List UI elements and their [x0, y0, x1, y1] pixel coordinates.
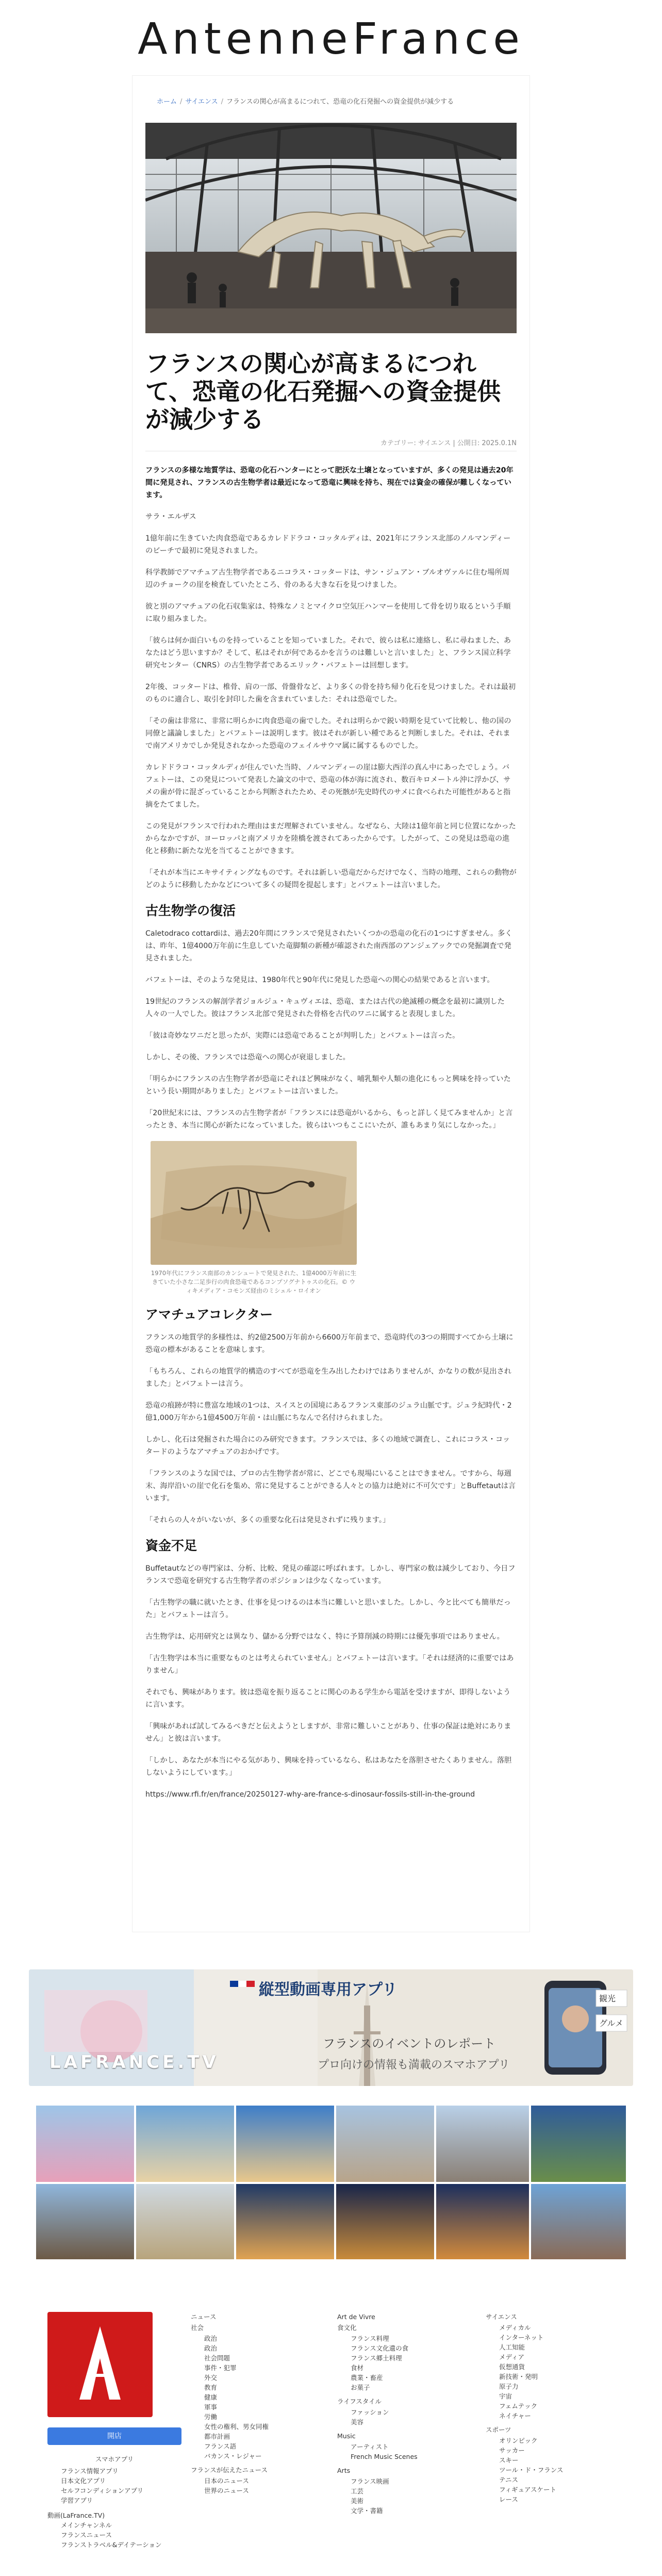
footer-link[interactable]: バカンス・レジャー [204, 2452, 262, 2460]
footer-heading[interactable]: フランスが伝えたニュース [191, 2466, 268, 2474]
footer-link[interactable]: 仮想通貨 [499, 2363, 525, 2371]
paragraph: サラ・エルザス [145, 513, 196, 521]
footer-link[interactable]: フランス語 [204, 2442, 237, 2450]
footer-heading[interactable]: スポーツ [486, 2426, 511, 2434]
footer-link[interactable]: 原子力 [499, 2383, 519, 2390]
breadcrumb-home-link[interactable]: ホーム [157, 98, 177, 106]
footer-link[interactable]: テニス [499, 2476, 519, 2484]
footer-link[interactable]: アーティスト [351, 2443, 389, 2451]
paragraph: 古生物学は、応用研究とは異なり、儲かる分野ではなく、特に予算削減の時期には優先事項ではありません。 [145, 1633, 504, 1641]
footer-link[interactable]: フランス映画 [351, 2477, 389, 2485]
banner-tag-gourmet: グルメ [599, 2018, 624, 2028]
paragraph: 「その歯は非常に、非常に明らかに肉食恐竜の歯でした。それは明らかで鋭い時期を見ていて比較し、他の国の同僚と議論しました」とバフェトーは説明します。彼はそれが新しい種であると判断しました。それは、それまで南アメリカでしか発見されなかった恐竜のフェイルサウマ属に属するものでした。 [145, 717, 511, 750]
footer-link[interactable]: メディア [499, 2353, 525, 2361]
footer-link[interactable]: フィギュアスケート [499, 2486, 557, 2493]
footer-heading[interactable]: Arts [337, 2467, 351, 2474]
footer-link[interactable]: レース [499, 2496, 518, 2503]
footer-link[interactable]: 健康 [204, 2393, 218, 2401]
footer-link[interactable]: 学習アプリ [61, 2497, 93, 2504]
figure-caption: 1970年代にフランス南部のカンシュートで発見された、1億4000万年前に生きていた小さな二足歩行の肉食恐竜であるコンプソグナトゥスの化石。© ウィキメディア・コモンズ経由のミシェル・ロイオン [151, 1269, 357, 1294]
footer-heading[interactable]: サイエンス [486, 2313, 517, 2321]
article-body [145, 464, 517, 1810]
paragraph: 「古生物学の職に就いたとき、仕事を見つけるのは本当に難しいと思いました。しかし、今と比べても簡単だった」とバフェトーは言う。 [145, 1599, 511, 1619]
hero-image-museum [145, 123, 517, 333]
footer-link[interactable]: 社会問題 [204, 2354, 230, 2362]
paragraph: Buffetautなどの専門家は、分析、比較、発見の確認に呼ばれます。しかし、専門家の数は減少しており、今日フランスで恐竜を研究する古生物学者のポジションは少なくなっています。 [145, 1564, 516, 1585]
footer-app-button[interactable]: 開店 [47, 2427, 181, 2445]
paragraph: 「古生物学は本当に重要なものとは考えられていません」とバフェトーは言います。「それは経済的に重要ではありません」 [145, 1654, 514, 1675]
app-promo-banner[interactable] [29, 1969, 633, 2086]
footer-link[interactable]: 文学・書籍 [351, 2507, 383, 2515]
gallery-photo[interactable] [236, 2184, 334, 2259]
paragraph: 「彼らは何か面白いものを持っていることを知っていました。それで、彼らは私に連絡し、私に尋ねました、あなたはどう思いますか？そして、私はそれが何であるかを言うのは難しいと言いました」と、フランス国立科学研究センター（CNRS）の古生物学者であるエリック・バフェトーは回想します。 [145, 637, 511, 670]
footer-heading[interactable]: ライフスタイル [337, 2398, 382, 2405]
footer-heading: 動画(LaFrance.TV) [47, 2512, 105, 2519]
footer-link[interactable]: 新技術・発明 [499, 2373, 538, 2381]
footer-link[interactable]: メディカル [499, 2324, 531, 2332]
paragraph: 2年後、コッタードは、椎骨、肩の一部、骨盤骨など、より多くの骨を持ち帰り化石を見つけました。それは最初のものに適合し、取引を封印した歯を含まれていました：それは恐竜でした。 [145, 683, 516, 704]
banner-tagline-1: フランスのイベントのレポート [323, 2036, 496, 2051]
gallery-photo[interactable] [531, 2184, 626, 2259]
footer-col-news [191, 2312, 330, 2500]
footer-link[interactable]: フェムテック [499, 2402, 538, 2410]
footer-heading: スマホアプリ [95, 2455, 134, 2463]
breadcrumb-separator: / [221, 98, 223, 106]
article-lead: フランスの多様な地質学は、恐竜の化石ハンターにとって肥沃な土壌となっていますが、多くの発見は過去20年間に発見され、フランスの古生物学者は最近になって恐竜に興味を持ち、現在では資金の確保が難しくなっています。 [145, 466, 514, 499]
footer-link[interactable]: 日本のニュース [204, 2477, 249, 2485]
footer-link[interactable]: メインチャンネル [61, 2521, 112, 2529]
paragraph: 「20世紀末には、フランスの古生物学者が「フランスには恐竜がいるから、もっと詳しく見てみませんか」と言ったとき、本当に関心が新たになっていました。彼らはいつもここにいたが、誰もあまり気にしなかった。」 [145, 1109, 513, 1130]
breadcrumb-separator: / [180, 98, 183, 106]
footer-link[interactable]: お菓子 [351, 2384, 370, 2391]
site-footer [41, 2302, 621, 2570]
fossil-image [151, 1141, 357, 1265]
footer-link[interactable]: ファッション [351, 2408, 389, 2416]
footer-link[interactable]: 世界のニュース [204, 2487, 249, 2495]
footer-link[interactable]: ネイチャー [499, 2412, 531, 2420]
paragraph: 「興味があれば試してみるべきだと伝えようとしますが、非常に難しいことがあり、仕事の保証は絶対にありません」と彼は言います。 [145, 1722, 511, 1743]
footer-link[interactable]: 日本文化アプリ [61, 2477, 106, 2485]
footer-link[interactable]: 美容 [351, 2418, 364, 2426]
paragraph: 「それが本当にエキサイティングなものです。それは新しい恐竜だからだけでなく、当時の地理、これらの動物がどのように移動したかなどについて多くの疑問を提起します」とバフェトーは言いました。 [145, 869, 517, 889]
breadcrumb-science-link[interactable]: サイエンス [185, 98, 218, 106]
gallery-photo[interactable] [436, 2184, 529, 2259]
breadcrumb-current: フランスの関心が高まるにつれて、恐竜の化石発掘への資金提供が減少する [226, 98, 454, 106]
footer-heading[interactable]: ニュース [191, 2313, 217, 2321]
article-title: フランスの関心が高まるにつれて、恐竜の化石発掘への資金提供が減少する [145, 350, 501, 433]
section-heading-funding: 資金不足 [145, 1538, 197, 1553]
paragraph: 科学教師でアマチュア古生物学者であるニコラス・コッタードは、サン・ジュアン・ブルオヴァルに住む場所周辺のチョークの崖を検査していたところ、骨のある大きな石を見つけました。 [145, 568, 509, 589]
footer-link[interactable]: 軍事 [204, 2403, 218, 2411]
footer-link[interactable]: フランスニュース [61, 2531, 112, 2539]
gallery-photo[interactable] [236, 2106, 334, 2182]
footer-link[interactable]: ツール・ド・フランス [499, 2466, 564, 2474]
paragraph: 彼と別のアマチュアの化石収集家は、特殊なノミとマイクロ空気圧ハンマーを使用して骨を切り取るという手順に取り組みました。 [145, 602, 511, 623]
footer-apps [47, 2454, 181, 2555]
footer-link[interactable]: 美術 [351, 2497, 364, 2505]
footer-link[interactable]: インターネット [499, 2334, 544, 2341]
footer-link[interactable]: 教育 [204, 2384, 218, 2391]
gallery-photo[interactable] [336, 2106, 434, 2182]
footer-link[interactable]: 宇宙 [499, 2392, 512, 2400]
banner-tag-sightseeing: 観光 [599, 1994, 616, 2003]
gallery-photo[interactable] [36, 2106, 134, 2182]
footer-link[interactable]: 農業・畜産 [351, 2374, 383, 2382]
footer-link[interactable]: 人工知能 [499, 2343, 525, 2351]
paragraph: 19世紀のフランスの解剖学者ジョルジュ・キュヴィエは、恐竜、または古代の絶滅種の概念を最初に識別した人々の一人でした。彼はフランス北部で発見された骨格を古代のワニに属すると表現しました。 [145, 998, 505, 1018]
gallery-photo[interactable] [336, 2184, 434, 2259]
paragraph: カレドドラコ・コッタルディが住んでいた当時、ノルマンディーの崖は膨大西洋の真ん中にあったでしょう。バフェトーは、この発見について発表した論文の中で、恐竜の体が海に流され、数百キロメートル沖に浮かび、サメの歯が骨に混ざっていることから判断されたため、その死骸が先史時代のサメに食べられた可能性があると指摘をたてました。 [145, 763, 511, 809]
photo-gallery [36, 2106, 626, 2259]
footer-heading[interactable]: Art de Vivre [337, 2313, 375, 2321]
banner-tagline-2: プロ向けの情報も満載のスマホアプリ [318, 2059, 510, 2072]
footer-heading[interactable]: 社会 [191, 2324, 204, 2332]
paragraph: しかし、化石は発掘された場合にのみ研究できます。フランスでは、多くの地域で調査し、これにコラス・コッタードのようなアマチュアのおかげです。 [145, 1436, 510, 1456]
gallery-photo[interactable] [436, 2106, 529, 2182]
banner-brand: LAFRANCE.TV [49, 2052, 219, 2073]
gallery-photo[interactable] [136, 2106, 234, 2182]
footer-link[interactable]: フランストラベル&デイテーション [61, 2541, 162, 2549]
footer-link[interactable]: 政治 [204, 2344, 218, 2352]
paragraph: 「彼は奇妙なワニだと思ったが、実際には恐竜であることが判明した」とバフェトーは言った。 [145, 1032, 460, 1040]
site-logo[interactable]: AntenneFrance [138, 13, 524, 64]
article-meta: カテゴリー: サイエンス | 公開日: 2025.0.1N [380, 439, 517, 447]
breadcrumb [157, 96, 518, 106]
footer-link[interactable]: フランス郷土料理 [351, 2354, 402, 2362]
footer-link[interactable]: オリンピック [499, 2437, 538, 2444]
paragraph: 1億年前に生きていた肉食恐竜であるカレドドラコ・コッタルディは、2021年にフランス北部のノルマンディーのビーチで最初に発見されました。 [145, 534, 511, 555]
footer-heading[interactable]: Music [337, 2432, 356, 2440]
footer-link[interactable]: 労働 [204, 2413, 218, 2421]
footer-link[interactable]: フランス料理 [351, 2335, 389, 2342]
footer-link[interactable]: 都市計画 [204, 2433, 230, 2440]
banner-headline: 縦型動画専用アプリ [259, 1981, 398, 1999]
footer-logo[interactable] [47, 2312, 153, 2417]
paragraph: 「明らかにフランスの古生物学者が恐竜にそれほど興味がなく、哺乳類や人類の進化にもっと興味を持っていたという長い期間がありました」とバフェトーは言いました。 [145, 1075, 511, 1096]
fossil-figure [145, 1141, 362, 1295]
paragraph: それでも、興味があります。彼は恐竜を振り返ることに関心のある学生から電話を受けますが、即得しないように言います。 [145, 1688, 511, 1709]
paragraph: 「しかし、あなたが本当にやる気があり、興味を持っているなら、私はあなたを落胆させたくありません。落胆しないようにしています。」 [145, 1756, 512, 1777]
paragraph: Caletodraco cottardiは、過去20年間にフランスで発見されたいくつかの恐竜の化石の1つにすぎません。多くは、昨年、1億4000万年前に生息していた竜脚類の新種が確認された南西部のアンジェアックでの発掘調査で発見されました。 [145, 930, 512, 963]
footer-link[interactable]: French Music Scenes [351, 2453, 418, 2460]
paragraph: フランスの地質学的多様性は、約2億2500万年前から6600万年前まで、恐竜時代の3つの期間すべてから土壌に恐竜の標本があることを意味します。 [145, 1333, 514, 1354]
footer-col-science [486, 2312, 625, 2508]
footer-link[interactable]: 女性の権利、男女同権 [204, 2423, 269, 2431]
footer-link[interactable]: 事件・犯罪 [204, 2364, 237, 2372]
footer-link[interactable]: 工芸 [351, 2487, 364, 2495]
paragraph: 「それらの人々がいないが、多くの重要な化石は発見されずに残ります。」 [145, 1516, 390, 1524]
paragraph: この発見がフランスで行われた理由はまだ理解されていません。なぜなら、大陸は1億年前と同じ位置になかったからなかですが、ヨーロッパと南アメリカを陸橋を渡されてあったからです。したがって、この発見は恐竜の進化と移動に新たな光を当てることができます。 [145, 822, 516, 855]
paragraph: 「もちろん、これらの地質学的構造のすべてが恐竜を生み出したわけではありませんが、かなりの数が見出されました」とバフェトーは言う。 [145, 1367, 511, 1388]
paragraph: 「フランスのような国では、プロの古生物学者が常に、どこでも現場にいることはできません。ですから、毎週末、海岸沿いの崖で化石を集め、常に発見することができる人々との協力は絶対に不可欠です」とBuffetautは言います。 [145, 1470, 516, 1503]
footer-heading[interactable]: 食文化 [337, 2324, 357, 2332]
paragraph: しかし、その後、フランスでは恐竜への関心が衰退しました。 [145, 1053, 350, 1062]
paragraph: 恐竜の痕跡が特に豊富な地域の1つは、スイスとの国境にあるフランス東部のジュラ山脈です。ジュラ紀時代・2億1,000万年から1億4500万年前・は山脈にちなんで名付けられました。 [145, 1401, 512, 1422]
footer-col-art [337, 2312, 476, 2520]
paragraph: バフェトーは、そのような発見は、1980年代と90年代に発見した恐竜への関心の結果であると言います。 [145, 976, 494, 984]
gallery-photo[interactable] [36, 2184, 134, 2259]
footer-link[interactable]: 外交 [204, 2374, 218, 2382]
footer-link[interactable]: フランス情報アプリ [61, 2467, 119, 2475]
footer-link[interactable]: 政治 [204, 2335, 218, 2342]
footer-link[interactable]: フランス文化遺の食 [351, 2344, 409, 2352]
source-url[interactable]: https://www.rfi.fr/en/france/20250127-why-are-france-s-dinosaur-fossils-still-in-the-ground [145, 1790, 475, 1799]
section-heading-revival: 古生物学の復活 [145, 903, 236, 918]
footer-link[interactable]: セルフコンディションアプリ [61, 2487, 144, 2495]
footer-link[interactable]: 食材 [351, 2364, 364, 2372]
gallery-photo[interactable] [136, 2184, 234, 2259]
gallery-photo[interactable] [531, 2106, 626, 2182]
section-heading-amateur: アマチュアコレクター [145, 1307, 273, 1322]
footer-link[interactable]: サッカー [499, 2447, 525, 2454]
footer-link[interactable]: スキー [499, 2456, 519, 2464]
